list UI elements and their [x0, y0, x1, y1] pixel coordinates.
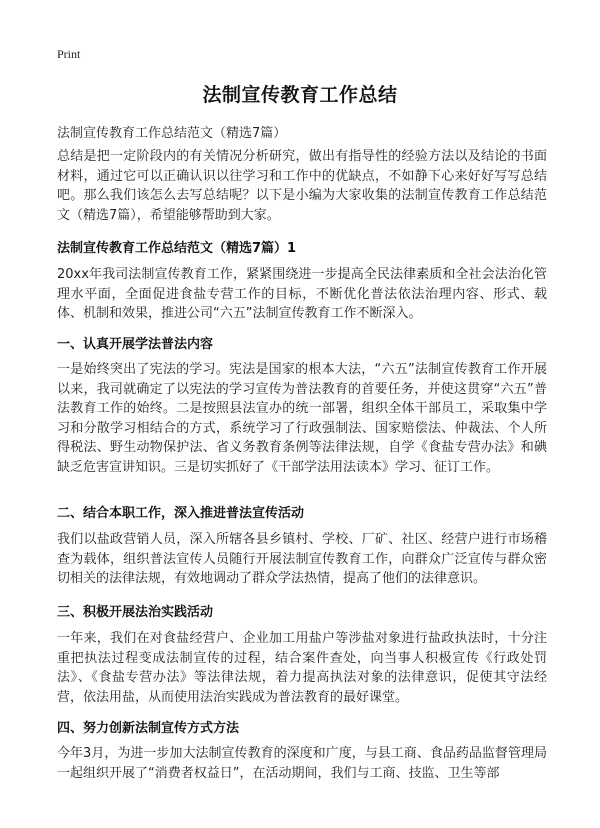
intro-paragraph: 总结是把一定阶段内的有关情况分析研究，做出有指导性的经验方法以及结论的书面材料，通过它可以正确认识以往学习和工作中的优缺点，不如静下心来好好写写总结吧。那么我们该怎么去写总结呢？以下是小编为大家收集的法制宣传教育工作总结范文（精选7篇），希望能够帮助到大家。 — [57, 149, 547, 223]
document-subtitle: 法制宣传教育工作总结范文（精选7篇） — [57, 126, 287, 141]
part-1-body: 一是始终突出了宪法的学习。宪法是国家的根本大法，“六五”法制宣传教育工作开展以来，我司就确定了以宪法的学习宣传为普法教育的首要任务，并使这贯穿“六五”普法教育工作的始终。二是按照县法宣办的统一部署，组织全体干部员工，采取集中学习和分散学习相结合的方式，系统学习了行政强制法、国家赔偿法、仲裁法、个人所得税法、野生动物保护法、省义务教育条例等法律法规，自学《食盐专营办法》和碘缺乏危害宣讲知识。三是切实抓好了《干部学法用法读本》学习、征订工作。 — [57, 362, 547, 475]
part-3-heading: 三、积极开展法治实践活动 — [57, 605, 214, 620]
section-title: 法制宣传教育工作总结范文（精选7篇）1 — [57, 241, 297, 256]
part-4-heading: 四、努力创新法制宣传方式方法 — [57, 721, 240, 736]
part-2-heading: 二、结合本职工作，深入推进普法宣传活动 — [57, 506, 305, 521]
part-2-body: 我们以盐政营销人员，深入所辖各县乡镇村、学校、厂矿、社区、经营户进行市场稽查为载体，组织普法宣传人员随行开展法制宣传教育工作，向群众广泛宣传与群众密切相关的法律法规，有效地调动了群众学法热情，提高了他们的法律意识。 — [57, 532, 547, 586]
part-3-body: 一年来，我们在对食盐经营户、企业加工用盐户等涉盐对象进行盐政执法时，十分注重把执法过程变成法制宣传的过程，结合案件查处，向当事人积极宣传《行政处罚法》、《食盐专营办法》等法律法规，着力提高执法对象的法律意识，促使其守法经营，依法用盐，从而使用法治实践成为普法教育的最好课堂。 — [57, 631, 547, 705]
page-title: 法制宣传教育工作总结 — [202, 84, 398, 106]
print-label[interactable]: Print — [57, 47, 81, 61]
part-1-heading: 一、认真开展学法普法内容 — [57, 337, 214, 352]
part-4-body: 今年3月，为进一步加大法制宣传教育的深度和广度，与县工商、食品药品监督管理局一起组织开展了“消费者权益日”，在活动期间，我们与工商、技监、卫生等部 — [57, 746, 547, 781]
section-intro-paragraph: 20xx年我司法制宣传教育工作，紧紧围绕进一步提高全民法律素质和全社会法治化管理水平面，全面促进食盐专营工作的目标，不断优化普法依法治理内容、形式、载体、机制和效果，推进公司“六五”法制宣传教育工作不断深入。 — [57, 267, 547, 321]
